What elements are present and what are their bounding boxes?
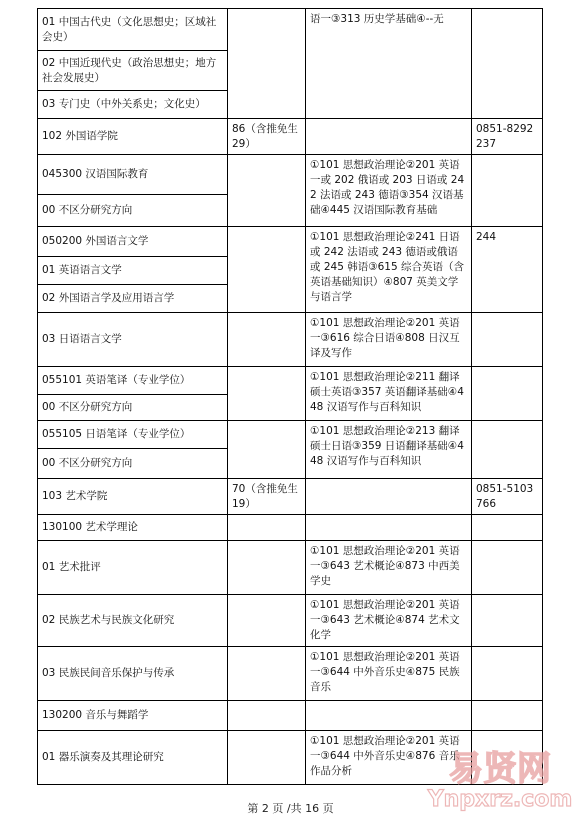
contact-phone-cell [472, 647, 543, 701]
program-name-cell: 055105 日语笔译（专业学位） [38, 421, 228, 449]
quota-cell [228, 595, 306, 647]
contact-phone-cell: 0851-8292237 [472, 119, 543, 155]
table-row [38, 155, 543, 195]
table-row [38, 9, 543, 51]
table-row [38, 515, 543, 541]
quota-cell [228, 701, 306, 731]
exam-subjects-cell: ①101 思想政治理论②201 英语一③643 艺术概论④873 中西美学史 [306, 541, 472, 595]
exam-subjects-cell [306, 515, 472, 541]
program-name-cell: 02 外国语言学及应用语言学 [38, 285, 228, 313]
contact-phone-cell [472, 313, 543, 367]
quota-cell [228, 367, 306, 421]
page-footer: 第 2 页 /共 16 页 [247, 802, 334, 815]
program-name-cell: 01 英语语言文学 [38, 257, 228, 285]
quota-cell [228, 647, 306, 701]
exam-subjects-cell [306, 119, 472, 155]
table-body [38, 9, 543, 785]
contact-phone-cell [472, 155, 543, 227]
quota-cell [228, 731, 306, 785]
exam-subjects-cell: ①101 思想政治理论②201 英语一③643 艺术概论④874 艺术文化学 [306, 595, 472, 647]
contact-phone-cell [472, 701, 543, 731]
contact-phone-cell [472, 541, 543, 595]
exam-subjects-cell: ①101 思想政治理论②211 翻译硕士英语③357 英语翻译基础④448 汉语写作与百科知识 [306, 367, 472, 421]
program-name-cell: 130100 艺术学理论 [38, 515, 228, 541]
quota-cell [228, 155, 306, 227]
program-name-cell: 01 艺术批评 [38, 541, 228, 595]
exam-subjects-cell: ①101 思想政治理论②213 翻译硕士日语③359 日语翻译基础④448 汉语写作与百科知识 [306, 421, 472, 479]
contact-phone-cell: 0851-5103766 [472, 479, 543, 515]
program-name-cell: 03 日语语言文学 [38, 313, 228, 367]
table-row [38, 595, 543, 647]
table-row [38, 479, 543, 515]
quota-cell [228, 515, 306, 541]
exam-subjects-cell: ①101 思想政治理论②201 英语一③616 综合日语④808 日汉互译及写作 [306, 313, 472, 367]
exam-subjects-cell: ①101 思想政治理论②201 英语一③644 中外音乐史④876 音乐作品分析 [306, 731, 472, 785]
table-row [38, 647, 543, 701]
exam-subjects-cell: ①101 思想政治理论②201 英语一或 202 俄语或 203 日语或 242 法语或 243 德语③354 汉语基础④445 汉语国际教育基础 [306, 155, 472, 227]
exam-subjects-cell: 语一③313 历史学基础④--无 [306, 9, 472, 119]
program-name-cell: 050200 外国语言文学 [38, 227, 228, 257]
table-row [38, 367, 543, 395]
quota-cell: 86（含推免生 29） [228, 119, 306, 155]
admission-table [37, 8, 543, 785]
program-name-cell: 02 民族艺术与民族文化研究 [38, 595, 228, 647]
quota-cell [228, 9, 306, 119]
table-row [38, 313, 543, 367]
contact-phone-cell [472, 9, 543, 119]
quota-cell: 70（含推免生 19） [228, 479, 306, 515]
watermark-text-cn: 易贤网 [449, 749, 551, 789]
exam-subjects-cell: ①101 思想政治理论②241 日语或 242 法语或 243 德语或俄语或 245 韩语③615 综合英语（含英语基础知识）④807 英美文学与语言学 [306, 227, 472, 313]
quota-cell [228, 313, 306, 367]
watermark-text-en: Ynpxrz.com [427, 787, 573, 812]
table-row [38, 227, 543, 257]
program-name-cell: 00 不区分研究方向 [38, 395, 228, 421]
program-name-cell: 103 艺术学院 [38, 479, 228, 515]
program-name-cell: 02 中国近现代史（政治思想史；地方社会发展史） [38, 51, 228, 91]
contact-phone-cell [472, 515, 543, 541]
program-name-cell: 102 外国语学院 [38, 119, 228, 155]
program-name-cell: 01 中国古代史（文化思想史；区域社会史） [38, 9, 228, 51]
quota-cell [228, 227, 306, 313]
program-name-cell: 03 专门史（中外关系史；文化史） [38, 91, 228, 119]
contact-phone-cell [472, 595, 543, 647]
program-name-cell: 045300 汉语国际教育 [38, 155, 228, 195]
watermark-logo [425, 742, 575, 812]
exam-subjects-cell: ①101 思想政治理论②201 英语一③644 中外音乐史④875 民族音乐 [306, 647, 472, 701]
table-row [38, 421, 543, 449]
contact-phone-cell [472, 367, 543, 421]
exam-subjects-cell [306, 701, 472, 731]
program-name-cell: 055101 英语笔译（专业学位） [38, 367, 228, 395]
exam-subjects-cell [306, 479, 472, 515]
quota-cell [228, 421, 306, 479]
program-name-cell: 03 民族民间音乐保护与传承 [38, 647, 228, 701]
program-name-cell: 01 器乐演奏及其理论研究 [38, 731, 228, 785]
contact-phone-cell: 244 [472, 227, 543, 313]
program-name-cell: 00 不区分研究方向 [38, 195, 228, 227]
quota-cell [228, 541, 306, 595]
table-row [38, 701, 543, 731]
contact-phone-cell [472, 421, 543, 479]
table-row [38, 119, 543, 155]
table-row [38, 541, 543, 595]
program-name-cell: 130200 音乐与舞蹈学 [38, 701, 228, 731]
program-name-cell: 00 不区分研究方向 [38, 449, 228, 479]
